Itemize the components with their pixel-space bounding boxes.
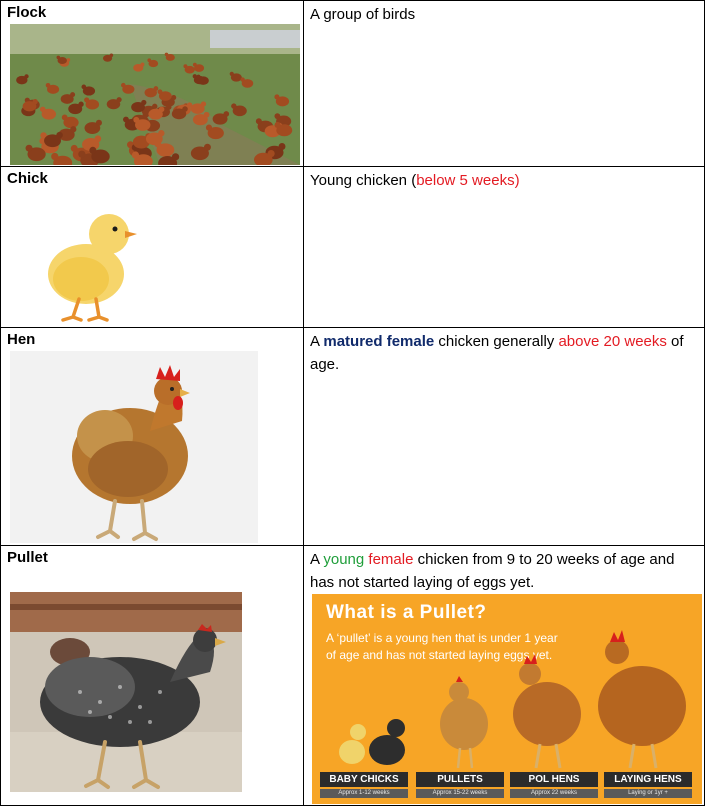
table-row-hen — [1, 328, 705, 546]
flock-bird-head — [141, 100, 146, 105]
stage-age: Approx 22 weeks — [510, 789, 598, 798]
flock-bird-head — [223, 111, 229, 117]
chicken-stages-illustration — [312, 624, 702, 772]
stage-label: LAYING HENS — [604, 772, 692, 787]
definition-pullet-suffix: chicken from 9 to 20 weeks of age and has not started laying of eggs yet. — [310, 551, 675, 591]
flock-bird-head — [204, 144, 211, 151]
stage-pullets — [416, 772, 504, 798]
flock-bird-head — [154, 86, 159, 91]
flock-bird-head — [171, 95, 176, 100]
flock-bird-head — [158, 89, 163, 94]
term-hen: Hen — [7, 331, 36, 348]
definition-hen-age: above 20 weeks — [558, 333, 667, 350]
term-chick: Chick — [7, 170, 48, 187]
pullet-infographic — [312, 594, 702, 804]
definition-cell-pullet — [304, 546, 705, 806]
flock-bird-head — [256, 118, 262, 124]
flock-bird-head — [165, 53, 169, 57]
stage-age: Approx 15-22 weeks — [416, 789, 504, 798]
hen-photo — [10, 351, 258, 543]
definition-chick-age: below 5 weeks) — [416, 172, 520, 189]
flock-bird-head — [117, 97, 122, 102]
term-flock: Flock — [7, 4, 47, 21]
infographic-text: A ‘pullet’ is a young hen that is under 1 year of age and has not started laying eggs yet. — [326, 631, 558, 662]
flock-bird-head — [56, 56, 60, 60]
definition-hen-emphasis: matured female — [323, 333, 435, 350]
flock-bird-head — [67, 58, 71, 62]
infographic-title: What is a Pullet? — [326, 602, 487, 623]
definition-pullet-prefix: A — [310, 551, 324, 568]
flock-bird-head — [26, 145, 33, 152]
flock-bird-head — [172, 153, 179, 160]
flock-bird-head — [231, 103, 236, 108]
flock-bird-head — [96, 120, 102, 126]
flock-bird-head — [110, 53, 114, 57]
term-cell-flock — [1, 1, 304, 167]
definition-chick-text: Young chicken ( — [310, 172, 417, 189]
flock-bird-head — [70, 92, 75, 97]
flock-bird-head — [24, 74, 28, 78]
flock-bird-head — [159, 107, 165, 113]
flock-bird-head — [204, 112, 210, 118]
flock-bird-head — [56, 132, 62, 138]
flock-bird-head — [147, 58, 151, 62]
flock-bird-head — [268, 150, 275, 157]
definition-cell-flock — [304, 1, 705, 167]
pullet-photo — [10, 592, 242, 792]
flock-bird-head — [33, 99, 38, 104]
flock-bird-head — [133, 117, 139, 123]
flock-bird-head — [193, 74, 197, 78]
chick-photo — [41, 199, 141, 324]
flock-bird-head — [183, 64, 187, 68]
stage-label: POL HENS — [510, 772, 598, 787]
definition-hen-prefix: A — [310, 333, 324, 350]
flock-bird-head — [70, 126, 76, 132]
definition-flock: A group of birds — [310, 6, 416, 23]
stage-age: Laying or 1yr + — [604, 789, 692, 798]
term-pullet: Pullet — [7, 549, 48, 566]
definition-hen-suffix: of age. — [310, 333, 684, 373]
table-row-chick — [1, 167, 705, 328]
flock-bird-head — [40, 107, 46, 113]
flock-bird-head — [132, 151, 139, 158]
flock-bird-head — [230, 72, 234, 76]
term-cell-chick — [1, 167, 304, 328]
term-cell-hen — [1, 328, 304, 546]
flock-bird-head — [81, 85, 86, 90]
definition-cell-chick — [304, 167, 705, 328]
flock-bird-head — [279, 143, 286, 150]
flock-bird-head — [121, 83, 126, 88]
flock-bird-head — [193, 63, 197, 67]
flock-bird-head — [275, 122, 281, 128]
flock-bird-head — [240, 77, 244, 81]
flock-photo — [10, 24, 300, 165]
flock-bird-head — [123, 117, 129, 123]
definition-pullet — [310, 548, 698, 594]
definition-hen — [310, 330, 698, 376]
flock-bird-head — [62, 115, 68, 121]
definition-cell-hen — [304, 328, 705, 546]
flock-bird-head — [274, 113, 280, 119]
stage-laying-hens — [604, 772, 692, 798]
definition-chick — [310, 169, 698, 192]
chicken-stages-bar — [312, 772, 702, 804]
flock-bird-head — [78, 151, 85, 158]
flock-bird-head — [46, 83, 51, 88]
definition-hen-middle: chicken generally — [434, 333, 559, 350]
flock-bird-head — [84, 97, 89, 102]
term-cell-pullet — [1, 546, 304, 806]
flock-bird-head — [51, 153, 58, 160]
stage-pol-hens — [510, 772, 598, 798]
flock-bird-head — [158, 130, 164, 136]
flock-bird-head — [274, 94, 279, 99]
stage-age: Approx 1-12 weeks — [320, 789, 408, 798]
flock-bird-head — [201, 101, 206, 106]
table-row-flock — [1, 1, 705, 167]
stage-baby-chicks — [320, 772, 408, 798]
flock-bird-head — [182, 106, 188, 112]
flock-bird-head — [71, 145, 78, 152]
stage-label: PULLETS — [416, 772, 504, 787]
definition-pullet-young: young — [323, 551, 365, 568]
flock-bird-head — [152, 104, 157, 109]
stage-label: BABY CHICKS — [320, 772, 408, 787]
table-row-pullet — [1, 546, 705, 806]
flock-bird-head — [206, 125, 212, 131]
flock-bird-head — [166, 104, 171, 109]
flock-bird-head — [95, 135, 102, 142]
definition-pullet-female: female — [368, 551, 414, 568]
flock-bird-head — [78, 102, 83, 107]
flock-bird-head — [89, 147, 96, 154]
flock-bird-head — [141, 63, 145, 67]
